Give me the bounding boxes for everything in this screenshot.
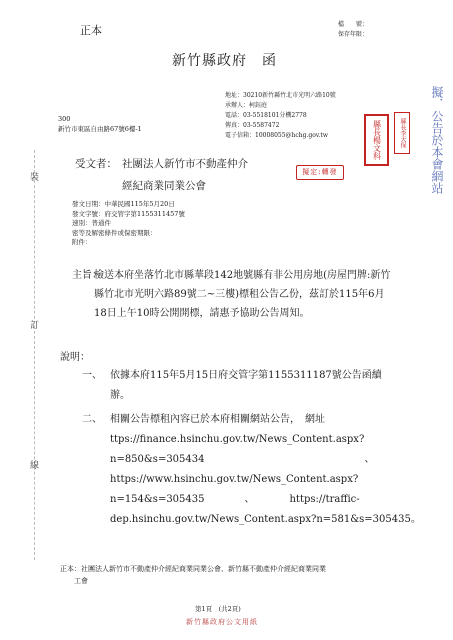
binding-char-1: 裝 (30, 173, 40, 183)
website-link[interactable]: https://www.hsinchu.gov.tw/News_Content.aspx? (110, 474, 359, 485)
subject-label: 主旨： (72, 270, 102, 281)
page-indicator: 第1頁 (共2頁) (195, 605, 241, 613)
recipient-name-line1: 社團法人新竹市不動產仲介 (122, 158, 248, 170)
paper-type-label: 新竹縣政府公文用紙 (186, 618, 258, 626)
cc-line2: 工會 (74, 577, 88, 585)
file-number-block (338, 20, 368, 40)
copy-label: 正本 (80, 24, 102, 37)
sender-contact: 承辦人：柯鈺庭 (225, 102, 268, 109)
recipient-address: 新竹市東區自由路67號6樓-1 (58, 125, 142, 133)
website-link[interactable]: ttps://finance.hsinchu.gov.tw/News_Content.aspx? (110, 434, 365, 445)
item-line: 相關公告標租內容已於本府相關網站公告， 網址 (110, 414, 325, 425)
recipient-name-line2: 經紀商業同業公會 (122, 180, 206, 192)
recipient-zip: 300 (58, 115, 71, 123)
item-line: 辦。 (110, 390, 130, 401)
delivery-speed: 速別：普通件 (72, 219, 111, 227)
sender-info (225, 91, 336, 141)
file-number-label: 檔 號： (338, 21, 369, 28)
binding-char-3: 線 (30, 461, 40, 471)
recipient-label: 受文者： (75, 158, 117, 170)
issue-date: 發文日期：中華民國115年5月20日 (72, 200, 175, 208)
retention-label: 保存年限： (338, 31, 369, 38)
sender-address: 地址：30210新竹縣竹北市光明六路10號 (225, 92, 336, 99)
subject-text: 檢送本府坐落竹北市縣華段142地號縣有非公用房地(房屋門牌:新竹縣竹北市光明六路89號二~三樓)標租公告乙份，茲訂於115年6月18日上午10時公開開標，請惠予協助公告周知。 (94, 270, 391, 319)
binding-line (34, 150, 35, 560)
cc-line1: 正本：社團法人新竹市不動產仲介經紀商業同業公會、新竹縣不動產仲介經紀商業同業 (60, 565, 326, 573)
document-title: 新竹縣政府 函 (172, 53, 277, 69)
sender-fax: 傳真：03-5587472 (225, 122, 280, 129)
item-line: n=850&s=305434 、 (110, 454, 375, 465)
binding-char-2: 訂 (30, 321, 40, 331)
attachment-label: 附件： (72, 238, 92, 246)
document-meta (72, 200, 185, 248)
explanation-label: 說明： (60, 352, 90, 363)
carbon-copy-list (60, 563, 326, 587)
document-number: 發文字號：府交管字第1155311457號 (72, 209, 185, 218)
recipient-address-block (58, 114, 142, 134)
item-number: 二、 (82, 414, 102, 425)
vertical-notice-annotation: 擬．公告於本會網站 (430, 86, 444, 194)
secrecy-level: 密等及解密條件或保密期限： (72, 228, 157, 237)
item-line: 依據本府115年5月15日府交管字第1155311187號公告函續 (110, 370, 382, 381)
approval-stamp: 擬定:轉發 (296, 165, 344, 180)
item-line: n=154&s=305435 、 https://traffic- (110, 494, 360, 505)
website-link[interactable]: dep.hsinchu.gov.tw/News_Content.aspx?n=581&s=305435。 (110, 514, 421, 525)
subject-section (72, 266, 402, 326)
official-seal-stamp: 縣長楊文科 (364, 114, 389, 166)
sender-phone: 電話：03-5518101分機2778 (225, 112, 307, 119)
official-seal-small-stamp: 縣長李天保 (394, 112, 410, 154)
sender-email: 電子信箱：10008055@hchg.gov.tw (225, 132, 328, 139)
item-number: 一、 (82, 370, 102, 381)
